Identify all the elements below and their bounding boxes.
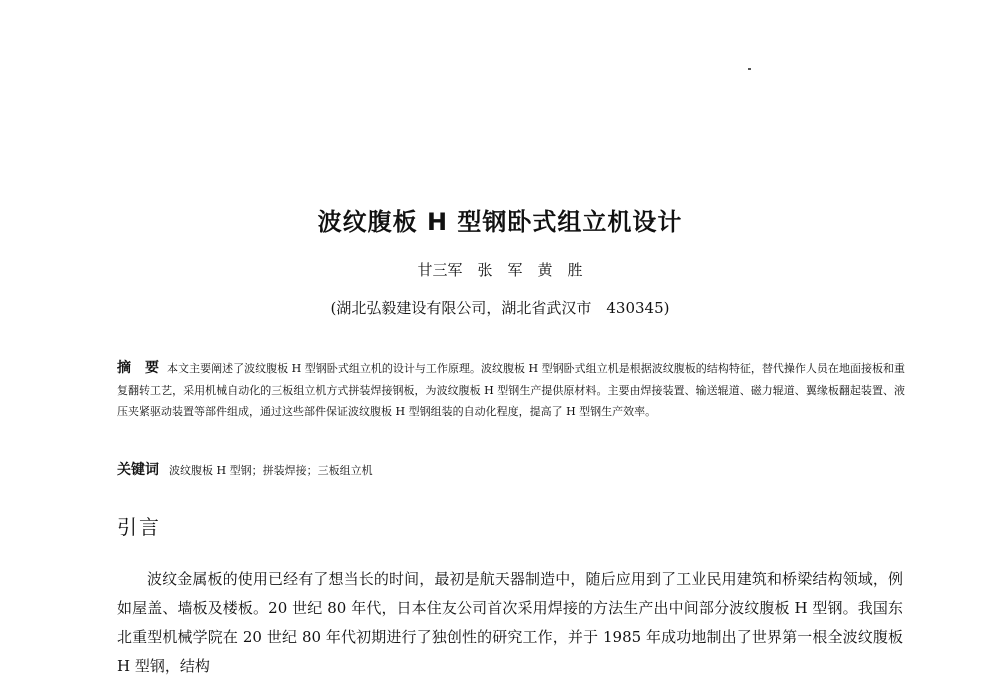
keywords-block	[117, 460, 373, 481]
abstract-block	[117, 358, 905, 423]
abstract-text: 本文主要阐述了波纹腹板 H 型钢卧式组立机的设计与工作原理。波纹腹板 H 型钢卧式组立机是根据波纹腹板的结构特征，替代操作人员在地面接板和重复翻转工艺，采用机械自动化的三板组立机方式拼装焊接钢板，为波纹腹板 H 型钢生产提供原材料。主要由焊接装置、输送辊道、磁力辊道、翼缘板翻起装置、液压夹紧驱动装置等部件组成，通过这些部件保证波纹腹板 H 型钢组装的自动化程度，提高了 H 型钢生产效率。	[117, 362, 906, 418]
paper-affiliation: (湖北弘毅建设有限公司，湖北省武汉市 430345)	[330, 299, 670, 317]
keywords-text: 波纹腹板 H 型钢；拼装焊接；三板组立机	[169, 464, 373, 477]
keywords-label: 关键词	[117, 462, 159, 478]
abstract-label: 摘 要	[117, 360, 160, 376]
section-heading: 引言	[117, 515, 161, 539]
scan-speck	[748, 68, 751, 70]
intro-paragraph: 波纹金属板的使用已经有了想当长的时间，最初是航天器制造中，随后应用到了工业民用建筑和桥梁结构领域，例如屋盖、墙板及楼板。20 世纪 80 年代，日本住友公司首次采用焊接的方法生产出中间部分波纹腹板 H 型钢。我国东北重型机械学院在 20 世纪 80 年代初期进行了独创性的研究工作，并于 1985 年成功地制出了世界第一根全波纹腹板 H 型钢，结构	[117, 570, 903, 675]
paper-title: 波纹腹板 H 型钢卧式组立机设计	[317, 208, 683, 236]
paper-authors: 甘三军 张 军 黄 胜	[417, 261, 583, 279]
